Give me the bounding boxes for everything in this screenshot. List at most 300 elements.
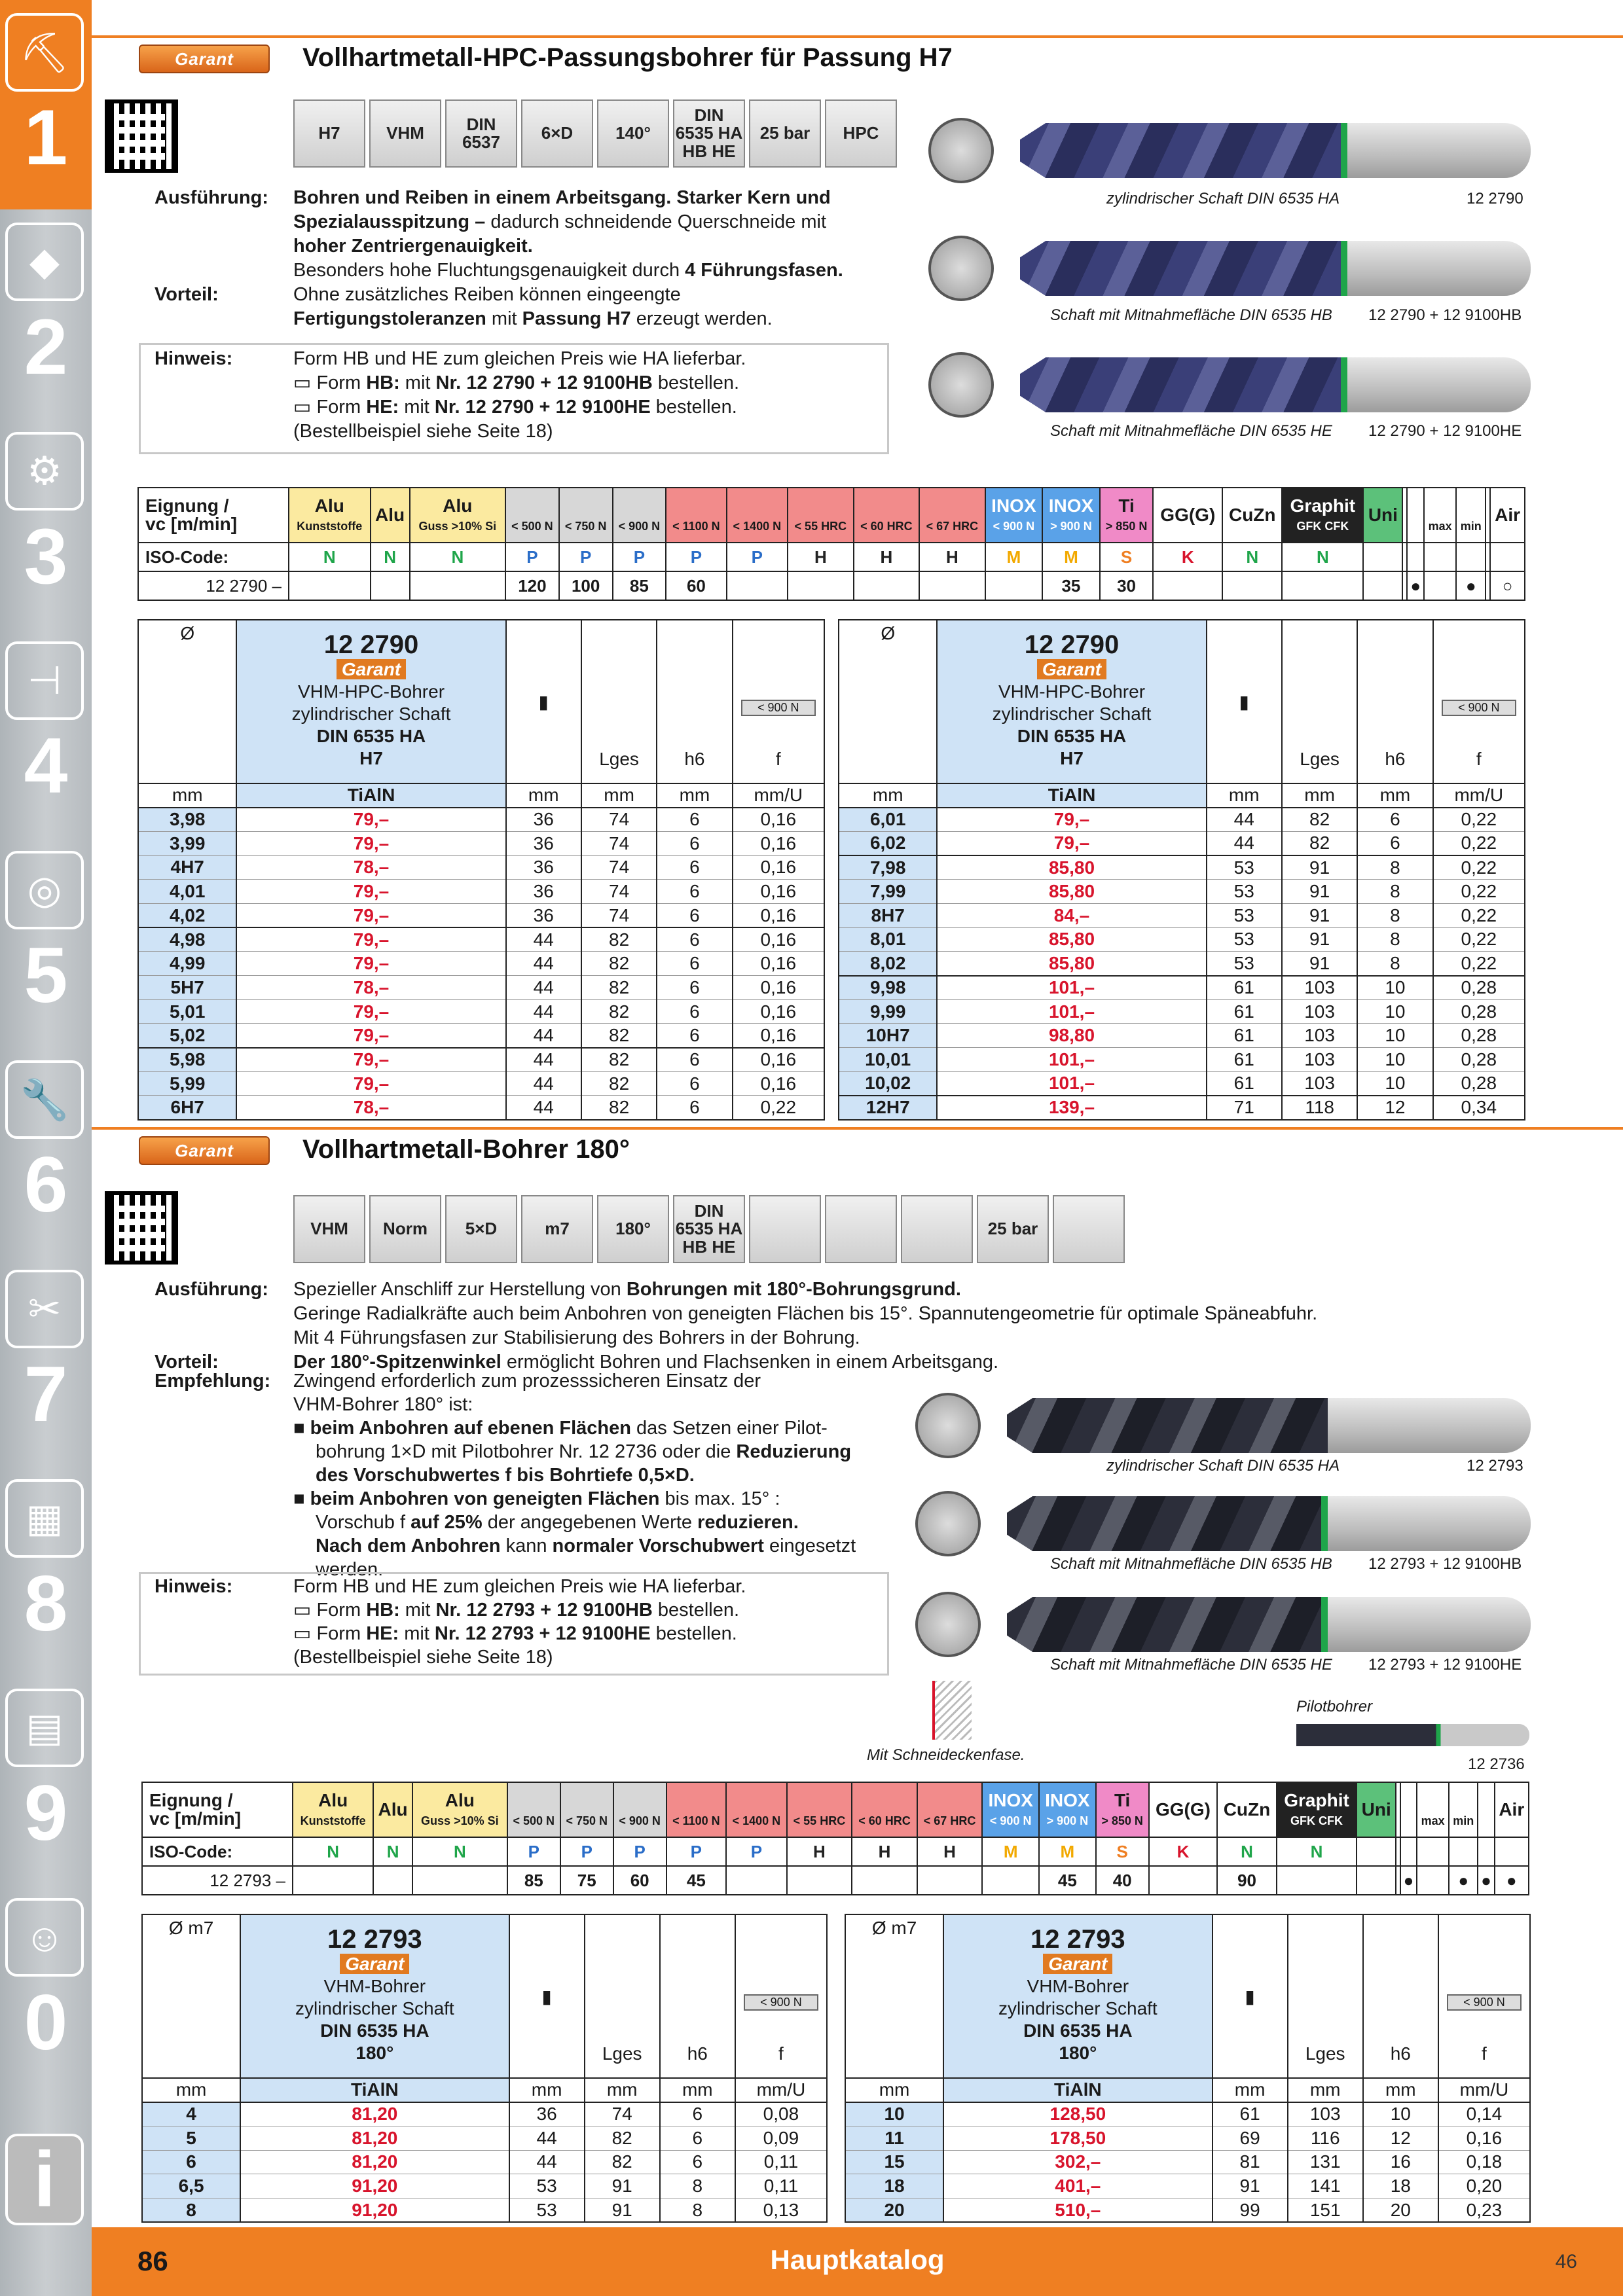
text: bis max. 15° : xyxy=(659,1488,780,1509)
spec-table-1-left xyxy=(137,619,825,1121)
feature-icon-3: 6×D xyxy=(521,99,593,168)
value: 0,16 xyxy=(733,855,824,880)
price: 85,80 xyxy=(937,952,1206,976)
table-row[interactable] xyxy=(845,2102,1530,2126)
diameter: 4,02 xyxy=(138,903,236,927)
value: 8 xyxy=(660,2174,735,2198)
material-col-8: < 55 HRC xyxy=(788,488,854,543)
table-row[interactable] xyxy=(839,855,1525,880)
text: Mit 4 Führungsfasen zur Stabilisierung des Bohrers in der Bohrung. xyxy=(293,1327,860,1348)
text: dadurch schneidende Querschneide mit xyxy=(485,211,827,232)
spec-table-1-right xyxy=(838,619,1525,1121)
material-col-22 xyxy=(1486,488,1490,543)
unit-mm: mm xyxy=(660,2078,735,2102)
insert-icon: ◆ xyxy=(5,223,84,301)
value: 0,22 xyxy=(733,1096,824,1120)
table-row[interactable] xyxy=(845,2126,1530,2150)
feature-icon-0: VHM xyxy=(293,1195,365,1263)
unit-mmu: mm/U xyxy=(735,2078,827,2102)
value: 8 xyxy=(1357,880,1432,904)
value: 131 xyxy=(1288,2150,1363,2174)
value: 74 xyxy=(581,808,657,832)
saw-icon: ◎ xyxy=(5,851,84,929)
drill-icon: ⛏ xyxy=(5,13,84,92)
page-number: 86 xyxy=(137,2246,168,2276)
chapter-tab-8[interactable] xyxy=(0,1466,92,1676)
value: 0,16 xyxy=(733,1024,824,1048)
material-col-6: < 1100 N xyxy=(666,1782,726,1837)
diameter: 8,01 xyxy=(839,927,937,952)
diameter: 7,99 xyxy=(839,880,937,904)
section-header-2 xyxy=(92,1127,1623,1165)
chapter-number: 7 xyxy=(24,1350,68,1438)
diameter: 4,99 xyxy=(138,952,236,976)
unit-mm: mm xyxy=(581,783,657,808)
value: 0,22 xyxy=(1433,855,1525,880)
feature-icon-10 xyxy=(1053,1195,1125,1263)
iso-code-4: P xyxy=(559,543,613,571)
value: 82 xyxy=(1282,831,1357,855)
value: 8 xyxy=(1357,952,1432,976)
material-col-7: < 1400 N xyxy=(726,1782,787,1837)
material-col-8: < 55 HRC xyxy=(787,1782,852,1837)
caption-pilot-num: 12 2736 xyxy=(1468,1755,1525,1773)
col-product: 12 2793 Garant VHM-Bohrer zylindrischer Schaft DIN 6535 HA 180° xyxy=(240,1914,509,2078)
value: 0,22 xyxy=(1433,952,1525,976)
iso-code-14: K xyxy=(1153,543,1222,571)
caption-ha-2: zylindrischer Schaft DIN 6535 HA xyxy=(1106,1457,1340,1475)
table-row[interactable] xyxy=(138,880,824,904)
table-row[interactable] xyxy=(839,903,1525,927)
material-col-12: INOX > 900 N xyxy=(1039,1782,1096,1837)
iso-code-22 xyxy=(1486,543,1490,571)
value: 0,16 xyxy=(733,999,824,1024)
chapter-tab-4[interactable] xyxy=(0,628,92,838)
cutting-speed-8 xyxy=(787,1866,852,1895)
diameter: 4,98 xyxy=(138,927,236,952)
price: 101,– xyxy=(937,976,1206,1000)
value: 18 xyxy=(1363,2174,1438,2198)
value: 0,11 xyxy=(735,2174,827,2198)
price: 79,– xyxy=(236,903,505,927)
unit-mm: mm xyxy=(585,2078,660,2102)
cutting-speed-9 xyxy=(854,571,920,600)
col-f: < 900 N f xyxy=(735,1914,827,2078)
material-900-icon: < 900 N xyxy=(744,1994,818,2011)
value: 91 xyxy=(1213,2174,1288,2198)
chapter-tab-7[interactable] xyxy=(0,1257,92,1466)
table-row[interactable] xyxy=(839,952,1525,976)
feature-icon-0: H7 xyxy=(293,99,365,168)
diameter: 3,99 xyxy=(138,831,236,855)
cutting-speed-17 xyxy=(1357,1866,1395,1895)
value: 74 xyxy=(585,2102,660,2126)
value: 16 xyxy=(1363,2150,1438,2174)
diameter: 6H7 xyxy=(138,1096,236,1120)
band xyxy=(1341,123,1347,178)
material-col-15: CuZn xyxy=(1217,1782,1276,1837)
table-row[interactable] xyxy=(839,1071,1525,1096)
chapter-tab-3[interactable] xyxy=(0,419,92,628)
value: 44 xyxy=(506,1024,581,1048)
value: 8 xyxy=(660,2198,735,2222)
drill-tip-icon xyxy=(915,1491,981,1556)
price: 91,20 xyxy=(240,2198,509,2222)
chapter-tab-2[interactable] xyxy=(0,209,92,419)
table-row[interactable] xyxy=(138,976,824,1000)
table-row[interactable] xyxy=(142,2198,827,2222)
value: 103 xyxy=(1288,2102,1363,2126)
table-row[interactable] xyxy=(142,2174,827,2198)
col-h6: h6 xyxy=(1363,1914,1438,2078)
cutting-speed-13: 30 xyxy=(1100,571,1154,600)
material-col-23: Air xyxy=(1490,488,1525,543)
iso-code-12: M xyxy=(1042,543,1100,571)
cutting-speed-23: ○ xyxy=(1490,571,1525,600)
spec-table-2-left xyxy=(141,1914,828,2223)
diameter: 6,02 xyxy=(839,831,937,855)
chapter-tab-1[interactable] xyxy=(0,0,92,209)
value: 71 xyxy=(1207,1096,1282,1120)
text: Vorschub f xyxy=(316,1512,411,1533)
unit-mm: mm xyxy=(506,783,581,808)
iso-code-17 xyxy=(1357,1837,1395,1866)
value: 91 xyxy=(1282,952,1357,976)
label-hinweis: Hinweis: xyxy=(155,348,233,369)
chapter-tab-i[interactable] xyxy=(0,2094,92,2296)
cutting-speed-17 xyxy=(1363,571,1402,600)
value: 0,16 xyxy=(733,1071,824,1096)
diameter: 15 xyxy=(845,2150,943,2174)
cutting-speed-18 xyxy=(1402,571,1407,600)
value: 0,23 xyxy=(1438,2198,1530,2222)
cutting-speed-20 xyxy=(1424,571,1456,600)
table-row[interactable] xyxy=(138,903,824,927)
cutting-speed-10 xyxy=(917,1866,983,1895)
coating: TiAlN xyxy=(240,2078,509,2102)
price: 84,– xyxy=(937,903,1206,927)
qr-code-icon[interactable] xyxy=(105,99,178,173)
table-row[interactable] xyxy=(839,808,1525,832)
price: 79,– xyxy=(236,880,505,904)
iso-code-6: P xyxy=(666,1837,726,1866)
table-row[interactable] xyxy=(839,1048,1525,1072)
diameter: 5,02 xyxy=(138,1024,236,1048)
label-vorteil: Vorteil: xyxy=(155,284,219,305)
drill-image-hb xyxy=(928,236,1531,301)
feature-icon-5: DIN 6535 HA HB HE xyxy=(673,99,745,168)
chapter-tab-6[interactable] xyxy=(0,1047,92,1257)
label-ausfuehrung: Ausführung: xyxy=(155,1279,268,1300)
table-row[interactable] xyxy=(138,1071,824,1096)
value: 82 xyxy=(581,976,657,1000)
cutting-speed-14 xyxy=(1149,1866,1218,1895)
band xyxy=(1321,1597,1328,1652)
value: 6 xyxy=(660,2126,735,2150)
table-row[interactable] xyxy=(138,808,824,832)
chuck-icon: ⚙ xyxy=(5,432,84,511)
price: 79,– xyxy=(937,808,1206,832)
diameter: 10,02 xyxy=(839,1071,937,1096)
qr-code-icon[interactable] xyxy=(105,1191,178,1265)
value: 0,16 xyxy=(733,831,824,855)
material-col-18 xyxy=(1396,1782,1400,1837)
section-1-description xyxy=(155,186,907,331)
value: 61 xyxy=(1207,1048,1282,1072)
cutting-speed-15 xyxy=(1222,571,1282,600)
text: HE: xyxy=(366,1623,399,1644)
value: 6 xyxy=(660,2102,735,2126)
value: 0,22 xyxy=(1433,831,1525,855)
price: 85,80 xyxy=(937,880,1206,904)
iso-code-8: H xyxy=(788,543,854,571)
cutting-speed-13: 40 xyxy=(1096,1866,1149,1895)
material-col-16: Graphit GFK CFK xyxy=(1282,488,1363,543)
chapter-tab-0[interactable] xyxy=(0,1885,92,2094)
col-f: < 900 N f xyxy=(733,620,824,783)
material-900-icon: < 900 N xyxy=(1447,1994,1522,2011)
price: 101,– xyxy=(937,999,1206,1024)
label-vorteil: Vorteil: xyxy=(155,1352,219,1372)
unit-mm: mm xyxy=(845,2078,943,2102)
feature-icon-6: 25 bar xyxy=(749,99,821,168)
recommendation-text: Empfehlung: Zwingend erforderlich zum prozesssicheren Einsatz der VHM-Bohrer 180° ist: ■ beim Anbohren auf ebenen Flächen das Setzen einer Pilot- bohrung 1×D mit Pilotbohrer Nr. 12 2736 oder die Reduzierung des Vorschubwertes f bis Bohrtiefe 0,5×D. ■ beim Anbohren von geneigten Flächen bis max. 15° : Vorschub f auf 25% der angegebenen Werte reduzieren. Nach dem Anbohren kann normaler Vorschubwert eingesetzt werden. xyxy=(155,1369,907,1581)
shank xyxy=(1347,241,1531,296)
table-row[interactable] xyxy=(839,880,1525,904)
iso-code-16: N xyxy=(1277,1837,1357,1866)
value: 44 xyxy=(1207,831,1282,855)
cutting-speed-21: ● xyxy=(1456,571,1486,600)
material-suitability-table-2 xyxy=(141,1782,1529,1895)
length-icon: ▮ xyxy=(509,1914,585,2078)
material-col-5: < 900 N xyxy=(613,1782,666,1837)
iso-code-13: S xyxy=(1096,1837,1149,1866)
text: auf 25% xyxy=(410,1512,483,1533)
table-row[interactable] xyxy=(138,999,824,1024)
table-row[interactable] xyxy=(839,976,1525,1000)
table-row[interactable] xyxy=(142,2102,827,2126)
cutting-speed-1 xyxy=(371,571,410,600)
table-row[interactable] xyxy=(138,855,824,880)
text: mit xyxy=(399,397,435,418)
unit-mm: mm xyxy=(142,2078,240,2102)
value: 118 xyxy=(1282,1096,1357,1120)
text: Nr. 12 2790 + 12 9100HE xyxy=(434,397,651,418)
chapter-tab-5[interactable] xyxy=(0,838,92,1047)
value: 10 xyxy=(1357,1024,1432,1048)
table-row[interactable] xyxy=(845,2174,1530,2198)
drill-image-ha xyxy=(928,118,1531,183)
value: 0,16 xyxy=(1438,2126,1530,2150)
table-row[interactable] xyxy=(839,927,1525,952)
value: 36 xyxy=(506,880,581,904)
material-col-7: < 1400 N xyxy=(727,488,788,543)
cutting-speed-15: 90 xyxy=(1217,1866,1276,1895)
price: 85,80 xyxy=(937,855,1206,880)
chapter-tab-9[interactable] xyxy=(0,1676,92,1885)
material-col-6: < 1100 N xyxy=(666,488,726,543)
material-suitability-table-1 xyxy=(137,487,1525,601)
value: 6 xyxy=(660,2150,735,2174)
text: beim Anbohren auf ebenen Flächen xyxy=(310,1418,631,1439)
text: Form xyxy=(316,1623,367,1644)
col-h6: h6 xyxy=(660,1914,735,2078)
value: 44 xyxy=(509,2126,585,2150)
material-col-13: Ti > 850 N xyxy=(1096,1782,1149,1837)
section-title-2: Vollhartmetall-Bohrer 180° xyxy=(302,1135,630,1164)
value: 10 xyxy=(1357,999,1432,1024)
value: 103 xyxy=(1282,1071,1357,1096)
feature-icons-2 xyxy=(293,1195,1125,1263)
table-row[interactable] xyxy=(839,999,1525,1024)
iso-code-20 xyxy=(1424,543,1456,571)
col-lges: Lges xyxy=(1282,620,1357,783)
value: 0,16 xyxy=(733,903,824,927)
value: 82 xyxy=(1282,808,1357,832)
shank xyxy=(1347,123,1531,178)
section-title-1: Vollhartmetall-HPC-Passungsbohrer für Passung H7 xyxy=(302,43,953,72)
price: 128,50 xyxy=(943,2102,1212,2126)
cutting-speed-2 xyxy=(412,1866,507,1895)
table-row[interactable] xyxy=(839,1096,1525,1120)
diameter: 6 xyxy=(142,2150,240,2174)
diameter: 9,98 xyxy=(839,976,937,1000)
text: des Vorschubwertes f bis Bohrtiefe 0,5×D. xyxy=(316,1465,695,1486)
hint-text-1: Hinweis: Form HB und HE zum gleichen Preis wie HA lieferbar. ▭ Form HB: mit Nr. 12 2790 + 12 9100HB bestellen. ▭ Form HE: mit Nr. 12 2790 + 12 9100HE bestellen. (Bestellbeispiel siehe Seite 18) xyxy=(155,348,746,442)
value: 6 xyxy=(1357,808,1432,832)
diameter: 20 xyxy=(845,2198,943,2222)
price: 79,– xyxy=(236,831,505,855)
text: mit xyxy=(486,308,522,329)
value: 0,16 xyxy=(733,1048,824,1072)
iso-code-10: H xyxy=(917,1837,983,1866)
material-col-21: min xyxy=(1449,1782,1478,1837)
feature-icon-7 xyxy=(825,1195,897,1263)
band xyxy=(1321,1496,1328,1551)
value: 20 xyxy=(1363,2198,1438,2222)
table-row[interactable] xyxy=(845,2150,1530,2174)
col-product: 12 2790 Garant VHM-HPC-Bohrer zylindrischer Schaft DIN 6535 HA H7 xyxy=(937,620,1206,783)
text: bohrung 1×D mit Pilotbohrer Nr. 12 2736 oder die xyxy=(316,1441,737,1462)
price: 78,– xyxy=(236,976,505,1000)
drill-image-he-2 xyxy=(915,1592,1531,1657)
value: 53 xyxy=(1207,880,1282,904)
value: 0,16 xyxy=(733,808,824,832)
value: 6 xyxy=(657,1048,732,1072)
flutes xyxy=(1007,1496,1328,1551)
text: eingesetzt xyxy=(763,1535,856,1556)
diameter: 5,98 xyxy=(138,1048,236,1072)
feature-icon-1: VHM xyxy=(369,99,441,168)
text: das Setzen einer Pilot- xyxy=(630,1418,828,1439)
caption-fase: Mit Schneideckenfase. xyxy=(867,1746,1025,1764)
chapter-number: 5 xyxy=(24,931,68,1019)
feature-icons-1 xyxy=(293,99,897,168)
iso-code-3: P xyxy=(507,1837,560,1866)
table-row[interactable] xyxy=(138,1096,824,1120)
value: 36 xyxy=(506,855,581,880)
iso-code-8: H xyxy=(787,1837,852,1866)
value: 0,20 xyxy=(1438,2174,1530,2198)
col-lges: Lges xyxy=(585,1914,660,2078)
table-row[interactable] xyxy=(138,927,824,952)
table-row[interactable] xyxy=(845,2198,1530,2222)
col-product: 12 2793 Garant VHM-Bohrer zylindrischer Schaft DIN 6535 HA 180° xyxy=(943,1914,1212,2078)
iso-code-11: M xyxy=(985,543,1043,571)
unit-mm: mm xyxy=(1213,2078,1288,2102)
iso-code-5: P xyxy=(613,543,666,571)
value: 10 xyxy=(1357,976,1432,1000)
table-row[interactable] xyxy=(142,2126,827,2150)
diameter: 5H7 xyxy=(138,976,236,1000)
material-col-1: Alu xyxy=(371,488,410,543)
iso-code-2: N xyxy=(412,1837,507,1866)
cutting-speed-12: 45 xyxy=(1039,1866,1096,1895)
value: 44 xyxy=(506,999,581,1024)
text: reduzieren. xyxy=(697,1512,799,1533)
safety-icon: ☺ xyxy=(5,1898,84,1977)
text: HE: xyxy=(366,397,399,418)
table-row[interactable] xyxy=(839,1024,1525,1048)
price: 79,– xyxy=(937,831,1206,855)
caption-ha: zylindrischer Schaft DIN 6535 HA xyxy=(1106,190,1340,207)
value: 0,09 xyxy=(735,2126,827,2150)
cutting-speed-21: ● xyxy=(1449,1866,1478,1895)
table-row[interactable] xyxy=(138,1048,824,1072)
iso-code-16: N xyxy=(1282,543,1363,571)
value: 91 xyxy=(1282,927,1357,952)
iso-code-10: H xyxy=(919,543,985,571)
value: 99 xyxy=(1213,2198,1288,2222)
unit-mm: mm xyxy=(1207,783,1282,808)
label-empfehlung: Empfehlung: xyxy=(155,1371,271,1391)
iso-code-15: N xyxy=(1222,543,1282,571)
value: 0,14 xyxy=(1438,2102,1530,2126)
cutting-speed-11 xyxy=(985,571,1043,600)
value: 10 xyxy=(1357,1071,1432,1096)
value: 61 xyxy=(1213,2102,1288,2126)
feature-icon-9: 25 bar xyxy=(977,1195,1049,1263)
value: 81 xyxy=(1213,2150,1288,2174)
flutes xyxy=(1007,1597,1328,1652)
price: 79,– xyxy=(236,808,505,832)
iso-code-20 xyxy=(1417,1837,1449,1866)
table-row[interactable] xyxy=(138,831,824,855)
unit-mm: mm xyxy=(1282,783,1357,808)
value: 91 xyxy=(1282,855,1357,880)
table-row[interactable] xyxy=(142,2150,827,2174)
table-row[interactable] xyxy=(138,952,824,976)
value: 6 xyxy=(657,976,732,1000)
iso-code-5: P xyxy=(613,1837,666,1866)
diameter: 10,01 xyxy=(839,1048,937,1072)
value: 69 xyxy=(1213,2126,1288,2150)
label-ausfuehrung: Ausführung: xyxy=(155,187,268,208)
value: 8 xyxy=(1357,927,1432,952)
cutting-speed-9 xyxy=(852,1866,917,1895)
cutting-speed-20 xyxy=(1417,1866,1449,1895)
table-row[interactable] xyxy=(138,1024,824,1048)
text: Form HB und HE zum gleichen Preis wie HA lieferbar. xyxy=(293,348,746,369)
caption-hb: Schaft mit Mitnahmefläche DIN 6535 HB xyxy=(1050,306,1332,324)
info-icon: i xyxy=(5,2134,84,2225)
cutting-speed-3: 85 xyxy=(507,1866,560,1895)
value: 44 xyxy=(506,1096,581,1120)
text: beim Anbohren von geneigten Flächen xyxy=(310,1488,660,1509)
material-col-20: max xyxy=(1424,488,1456,543)
text: Besonders hohe Fluchtungsgenauigkeit durch xyxy=(293,260,685,281)
table-row[interactable] xyxy=(839,831,1525,855)
